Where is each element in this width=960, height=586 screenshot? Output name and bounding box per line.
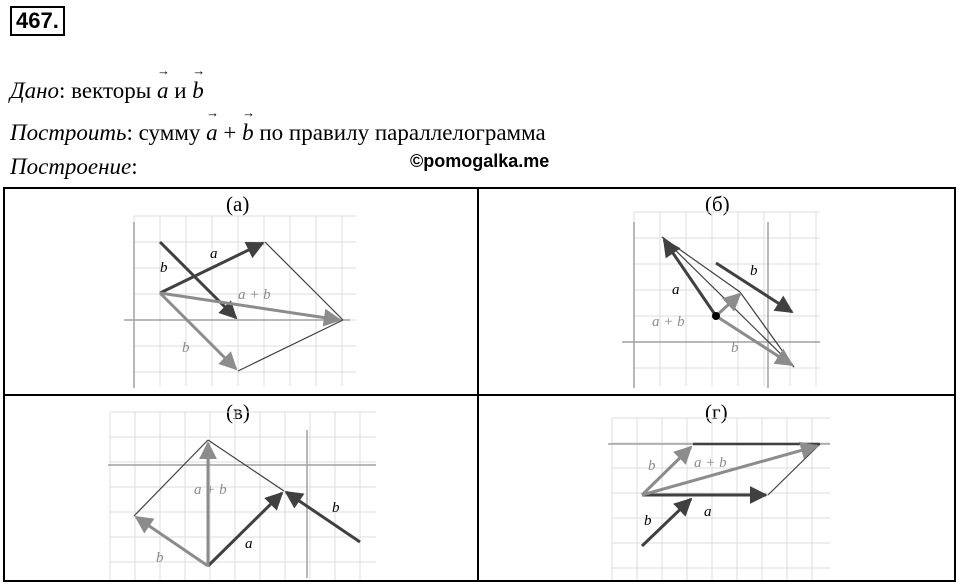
parallelogram-side	[134, 440, 208, 516]
label-vector-b: b	[332, 500, 340, 516]
problem-number: 467.	[10, 6, 65, 36]
label-vector-sum: a + b	[238, 287, 271, 303]
label-vector-b-copy: b	[182, 340, 190, 356]
given-label: Дано	[10, 78, 60, 103]
panel-d-diagram	[642, 444, 820, 546]
caption-a: (а)	[226, 192, 250, 216]
vector-a-symbol: → a	[206, 120, 218, 145]
label-vector-b: b	[750, 263, 758, 279]
parallelogram-side	[740, 292, 794, 367]
label-vector-b-copy: b	[156, 550, 164, 566]
vector-sum-arrow	[716, 294, 740, 316]
grid-panel-d	[612, 418, 830, 580]
label-vector-a: a	[245, 536, 253, 552]
vector-b-symbol: → b	[192, 78, 204, 103]
label-vector-b: b	[644, 513, 652, 529]
label-vector-a: a	[672, 282, 680, 298]
vector-a-symbol: → a	[157, 78, 169, 103]
grid-panel-c	[110, 412, 376, 580]
origin-point	[712, 312, 720, 320]
label-vector-b: b	[160, 260, 168, 276]
vector-a-arrow	[208, 493, 282, 566]
label-vector-b-copy: b	[648, 458, 656, 474]
given-line: Дано: векторы → a и → b	[10, 78, 204, 104]
construct-line: Построить: сумму → a + → b по правилу параллелограмма	[10, 120, 546, 146]
caption-c: (в)	[226, 400, 250, 424]
construction-label: Построение	[10, 154, 132, 179]
vector-b-copy-arrow	[136, 517, 208, 566]
label-vector-sum: a + b	[652, 314, 685, 330]
caption-d: (г)	[705, 400, 728, 424]
label-vector-sum: a + b	[194, 482, 227, 498]
label-vector-sum: a + b	[694, 455, 727, 471]
parallelogram-side	[265, 242, 343, 320]
label-vector-a: a	[704, 504, 712, 520]
construct-label: Построить	[10, 120, 127, 145]
vector-b-arrow	[286, 492, 360, 542]
vector-b-symbol: → b	[242, 120, 254, 145]
vector-b-copy-arrow	[160, 293, 236, 369]
vector-a-arrow	[664, 240, 716, 316]
vector-b-copy-arrow	[716, 316, 792, 365]
construction-line: Построение:	[10, 154, 138, 179]
caption-b: (б)	[705, 192, 730, 216]
grid-panel-b	[634, 212, 820, 386]
panel-b-diagram	[662, 237, 794, 367]
watermark: ©pomogalka.me	[410, 151, 550, 171]
label-vector-b-copy: b	[731, 340, 739, 356]
vector-b-arrow	[160, 242, 236, 318]
axes	[108, 222, 830, 578]
label-vector-a: a	[210, 246, 218, 262]
